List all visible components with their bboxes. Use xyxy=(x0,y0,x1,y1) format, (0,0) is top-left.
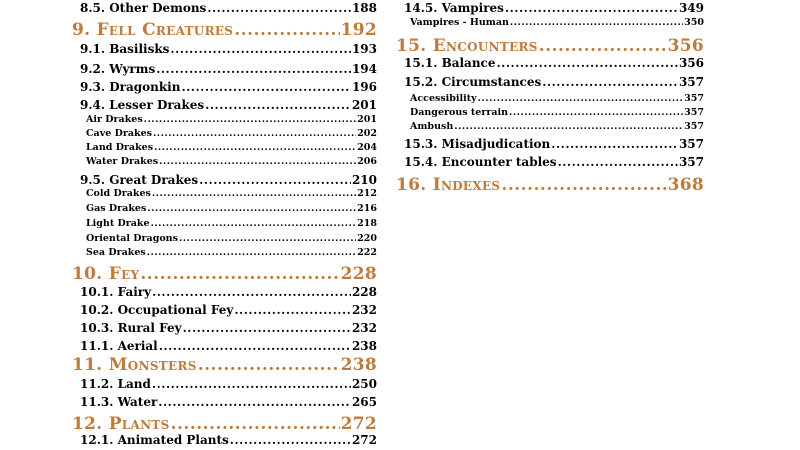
toc-subsection-light-drake[interactable] xyxy=(72,218,377,229)
toc-dot-leader xyxy=(497,56,678,70)
toc-subsection-dangerous-terrain[interactable] xyxy=(396,107,704,118)
toc-entry-title: Light Drake xyxy=(86,218,150,229)
toc-dot-leader xyxy=(159,156,356,167)
toc-entry-title: Ambush xyxy=(410,121,454,132)
toc-dot-leader xyxy=(510,17,683,28)
toc-chapter-16-indexes[interactable] xyxy=(396,175,704,195)
toc-entry-title: 12. Plants xyxy=(72,414,170,434)
toc-page-number: 196 xyxy=(351,80,377,94)
toc-section-15-2-circumstances[interactable] xyxy=(396,75,704,89)
toc-page-number: 201 xyxy=(357,114,377,125)
toc-entry-title: 11. Monsters xyxy=(72,355,197,375)
toc-dot-leader xyxy=(478,93,683,104)
toc-section-9-2-wyrms[interactable] xyxy=(72,62,377,76)
toc-page-number: 356 xyxy=(667,36,704,56)
toc-section-9-4-lesser-drakes[interactable] xyxy=(72,98,377,112)
toc-page-number: 238 xyxy=(340,355,377,375)
toc-dot-leader xyxy=(207,1,351,15)
toc-page-number: 232 xyxy=(351,303,377,317)
toc-subsection-land-drakes[interactable] xyxy=(72,142,377,153)
toc-entry-title: Water Drakes xyxy=(86,156,159,167)
toc-entry-title: Gas Drakes xyxy=(86,203,147,214)
toc-section-9-3-dragonkin[interactable] xyxy=(72,80,377,94)
toc-entry-title: 10.3. Rural Fey xyxy=(80,321,182,335)
toc-entry-title: 9. Fell Creatures xyxy=(72,20,234,40)
toc-entry-title: 11.2. Land xyxy=(80,377,151,391)
toc-dot-leader xyxy=(198,355,340,375)
toc-dot-leader xyxy=(542,75,678,89)
toc-subsection-ambush[interactable] xyxy=(396,121,704,132)
toc-entry-title: 10. Fey xyxy=(72,264,140,284)
toc-dot-leader xyxy=(159,339,351,353)
toc-dot-leader xyxy=(558,155,678,169)
toc-dot-leader xyxy=(509,107,683,118)
toc-dot-leader xyxy=(551,137,678,151)
toc-entry-title: 16. Indexes xyxy=(396,175,501,195)
toc-page-number: 228 xyxy=(351,285,377,299)
toc-page-number: 368 xyxy=(667,175,704,195)
toc-page-number: 194 xyxy=(351,62,377,76)
toc-dot-leader xyxy=(153,128,356,139)
toc-page-number: 272 xyxy=(351,433,377,447)
toc-dot-leader xyxy=(181,80,350,94)
toc-entry-title: 9.4. Lesser Drakes xyxy=(80,98,205,112)
toc-subsection-air-drakes[interactable] xyxy=(72,114,377,125)
toc-dot-leader xyxy=(171,414,340,434)
toc-dot-leader xyxy=(152,188,356,199)
toc-entry-title: 9.1. Basilisks xyxy=(80,42,170,56)
toc-dot-leader xyxy=(205,98,351,112)
toc-page-number: 188 xyxy=(351,1,377,15)
toc-chapter-12-plants[interactable] xyxy=(72,414,377,434)
toc-section-11-2-land[interactable] xyxy=(72,377,377,391)
toc-dot-leader xyxy=(454,121,683,132)
toc-page-number: 357 xyxy=(678,155,704,169)
toc-chapter-11-monsters[interactable] xyxy=(72,355,377,375)
toc-subsection-oriental-dragons[interactable] xyxy=(72,233,377,244)
toc-section-9-1-basilisks[interactable] xyxy=(72,42,377,56)
toc-section-15-4-encounter-tables[interactable] xyxy=(396,155,704,169)
toc-page-number: 356 xyxy=(678,56,704,70)
toc-entry-title: 15.1. Balance xyxy=(404,56,496,70)
toc-page-number: 357 xyxy=(678,137,704,151)
toc-dot-leader xyxy=(156,62,351,76)
toc-subsection-water-drakes[interactable] xyxy=(72,156,377,167)
toc-page-number: 350 xyxy=(684,17,704,28)
toc-page-number: 357 xyxy=(684,93,704,104)
toc-section-9-5-great-drakes[interactable] xyxy=(72,173,377,187)
toc-dot-leader xyxy=(147,247,356,258)
toc-subsection-cave-drakes[interactable] xyxy=(72,128,377,139)
toc-subsection-gas-drakes[interactable] xyxy=(72,203,377,214)
toc-entry-title: 10.1. Fairy xyxy=(80,285,152,299)
toc-subsection-sea-drakes[interactable] xyxy=(72,247,377,258)
toc-page-number: 201 xyxy=(351,98,377,112)
toc-page-number: 265 xyxy=(351,395,377,409)
toc-page-number: 218 xyxy=(357,218,377,229)
toc-subsection-cold-drakes[interactable] xyxy=(72,188,377,199)
toc-page-number: 357 xyxy=(678,75,704,89)
toc-section-11-1-aerial[interactable] xyxy=(72,339,377,353)
toc-dot-leader xyxy=(147,203,356,214)
toc-chapter-15-encounters[interactable] xyxy=(396,36,704,56)
toc-section-15-3-misadjudication[interactable] xyxy=(396,137,704,151)
toc-page-number: 204 xyxy=(357,142,377,153)
toc-dot-leader xyxy=(234,303,351,317)
toc-dot-leader xyxy=(158,395,351,409)
toc-section-15-1-balance[interactable] xyxy=(396,56,704,70)
toc-page-number: 238 xyxy=(351,339,377,353)
toc-dot-leader xyxy=(183,321,351,335)
toc-entry-title: 9.3. Dragonkin xyxy=(80,80,181,94)
toc-page-number: 216 xyxy=(357,203,377,214)
toc-page-number: 192 xyxy=(340,20,377,40)
toc-dot-leader xyxy=(539,36,667,56)
toc-entry-title: Sea Drakes xyxy=(86,247,146,258)
toc-section-12-1-animated-plants[interactable] xyxy=(72,433,377,447)
toc-entry-title: 14.5. Vampires xyxy=(404,1,504,15)
toc-entry-title: Dangerous terrain xyxy=(410,107,509,118)
toc-section-8-5-other-demons[interactable] xyxy=(72,1,377,15)
toc-chapter-10-fey[interactable] xyxy=(72,264,377,284)
toc-section-14-5-vampires[interactable] xyxy=(396,1,704,15)
toc-dot-leader xyxy=(152,285,351,299)
toc-dot-leader xyxy=(234,20,339,40)
toc-chapter-9-fell-creatures[interactable] xyxy=(72,20,377,40)
toc-entry-title: 9.2. Wyrms xyxy=(80,62,156,76)
toc-page-number: 228 xyxy=(340,264,377,284)
toc-section-10-2-occupational-fey[interactable] xyxy=(72,303,377,317)
toc-entry-title: 15.3. Misadjudication xyxy=(404,137,551,151)
toc-dot-leader xyxy=(199,173,351,187)
toc-section-10-1-fairy[interactable] xyxy=(72,285,377,299)
toc-page-number: 210 xyxy=(351,173,377,187)
toc-page-number: 193 xyxy=(351,42,377,56)
toc-page-number: 272 xyxy=(340,414,377,434)
toc-entry-title: Cold Drakes xyxy=(86,188,151,199)
toc-page-number: 202 xyxy=(357,128,377,139)
toc-entry-title: Oriental Dragons xyxy=(86,233,178,244)
toc-entry-title: Air Drakes xyxy=(86,114,143,125)
toc-subsection-vampires-human[interactable] xyxy=(396,17,704,28)
toc-page-number: 220 xyxy=(357,233,377,244)
toc-section-11-3-water[interactable] xyxy=(72,395,377,409)
toc-section-10-3-rural-fey[interactable] xyxy=(72,321,377,335)
toc-entry-title: 9.5. Great Drakes xyxy=(80,173,199,187)
toc-entry-title: Accessibility xyxy=(410,93,477,104)
toc-entry-title: Cave Drakes xyxy=(86,128,152,139)
toc-entry-title: 12.1. Animated Plants xyxy=(80,433,229,447)
toc-page-number: 222 xyxy=(357,247,377,258)
toc-entry-title: Land Drakes xyxy=(86,142,154,153)
toc-entry-title: 11.1. Aerial xyxy=(80,339,158,353)
toc-dot-leader xyxy=(140,264,339,284)
toc-dot-leader xyxy=(152,377,351,391)
toc-entry-title: 15.2. Circumstances xyxy=(404,75,542,89)
toc-page-number: 357 xyxy=(684,107,704,118)
toc-dot-leader xyxy=(501,175,666,195)
toc-entry-title: 15. Encounters xyxy=(396,36,538,56)
toc-page-number: 250 xyxy=(351,377,377,391)
toc-entry-title: 8.5. Other Demons xyxy=(80,1,207,15)
toc-page-number: 212 xyxy=(357,188,377,199)
toc-entry-title: Vampires - Human xyxy=(410,17,509,28)
toc-entry-title: 10.2. Occupational Fey xyxy=(80,303,234,317)
toc-dot-leader xyxy=(144,114,356,125)
toc-dot-leader xyxy=(230,433,351,447)
toc-page-number: 349 xyxy=(678,1,704,15)
toc-dot-leader xyxy=(505,1,678,15)
toc-entry-title: 11.3. Water xyxy=(80,395,158,409)
toc-page-number: 232 xyxy=(351,321,377,335)
toc-entry-title: 15.4. Encounter tables xyxy=(404,155,557,169)
toc-dot-leader xyxy=(170,42,351,56)
toc-subsection-accessibility[interactable] xyxy=(396,93,704,104)
toc-dot-leader xyxy=(179,233,356,244)
toc-page-number: 206 xyxy=(357,156,377,167)
toc-dot-leader xyxy=(154,142,356,153)
toc-dot-leader xyxy=(151,218,357,229)
toc-page-number: 357 xyxy=(684,121,704,132)
